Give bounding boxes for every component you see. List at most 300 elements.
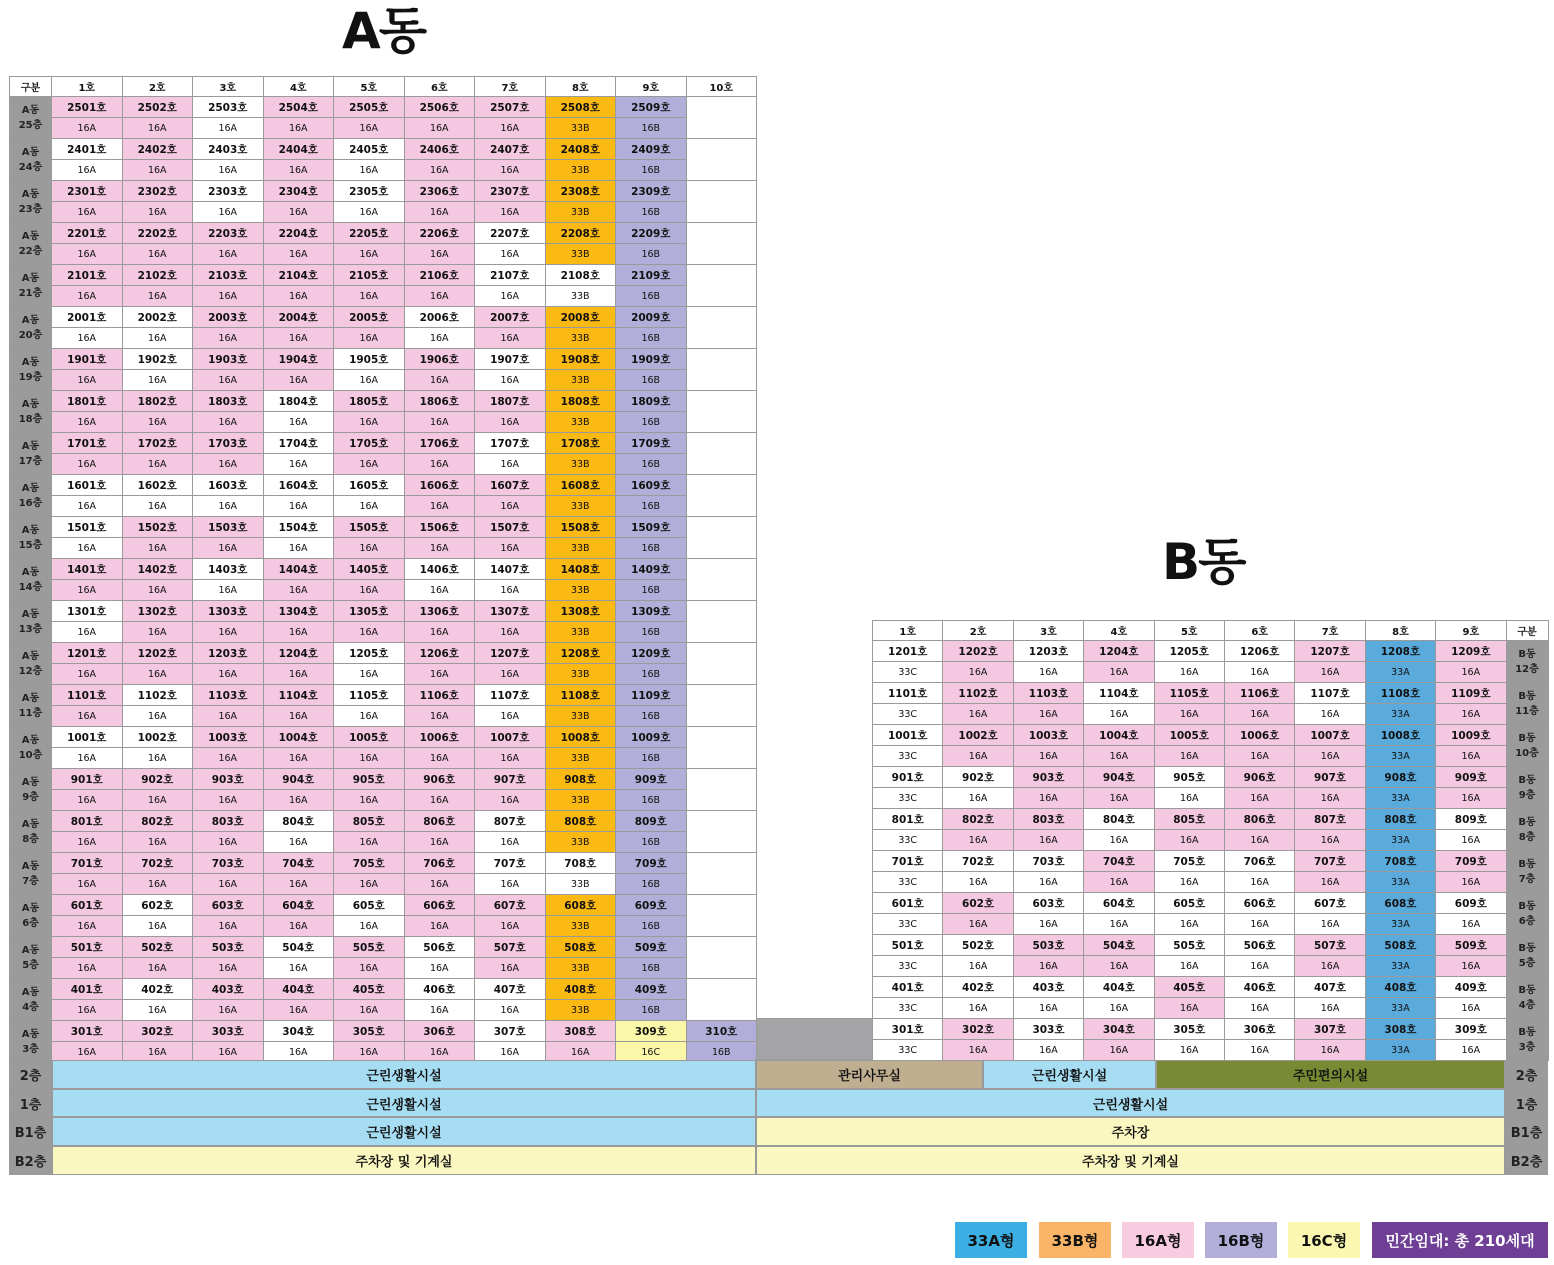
a-unit-type: 16A [52, 580, 123, 601]
a-unit-type: 16B [616, 328, 687, 349]
a-unit-type: 16A [334, 706, 405, 727]
b-unit-number: 606호 [1224, 893, 1294, 914]
a-floor-label: A동 4층 [10, 979, 52, 1021]
a-unit-number: 1803호 [193, 391, 264, 412]
a-unit-number: 502호 [122, 937, 193, 958]
a-unit-number: 2206호 [404, 223, 475, 244]
b-unit-number: 1005호 [1154, 725, 1224, 746]
b-unit-type: 16A [1295, 830, 1365, 851]
b-unit-number: 1209호 [1436, 641, 1506, 662]
a-unit-type: 16A [334, 664, 405, 685]
a-unit-type: 33B [545, 160, 616, 181]
building-b-title: B동 [1162, 533, 1245, 591]
b-unit-number: 601호 [873, 893, 943, 914]
b-unit-number: 702호 [943, 851, 1013, 872]
b-unit-number: 605호 [1154, 893, 1224, 914]
a-unit-number: 1106호 [404, 685, 475, 706]
b-unit-number: 603호 [1013, 893, 1083, 914]
a-empty-cell [686, 643, 757, 685]
a-unit-number: 1804호 [263, 391, 334, 412]
a-header-category: 구분 [10, 77, 52, 97]
a-unit-number: 1101호 [52, 685, 123, 706]
a-unit-type: 16A [404, 454, 475, 475]
a-unit-number: 1608호 [545, 475, 616, 496]
b-unit-number: 607호 [1295, 893, 1365, 914]
a-unit-type: 16A [193, 1042, 264, 1063]
left-floor-label-b1: B1층 [9, 1117, 52, 1146]
b-floor-label: B동 10층 [1506, 725, 1548, 767]
b-unit-type: 16A [1224, 704, 1294, 725]
a-unit-number: 1701호 [52, 433, 123, 454]
a-unit-type: 16A [475, 202, 546, 223]
b-unit-type: 33A [1365, 746, 1435, 767]
a-unit-type: 16A [263, 496, 334, 517]
b-unit-number: 307호 [1295, 1019, 1365, 1040]
a-unit-number: 1004호 [263, 727, 334, 748]
a-unit-type: 16A [193, 328, 264, 349]
a-unit-type: 16A [475, 286, 546, 307]
a-unit-number: 1308호 [545, 601, 616, 622]
a-floor-label: A동 18층 [10, 391, 52, 433]
a-unit-type: 16B [616, 706, 687, 727]
a-empty-cell [686, 139, 757, 181]
a-floor-label: A동 12층 [10, 643, 52, 685]
b-unit-number: 807호 [1295, 809, 1365, 830]
a-unit-type: 16A [404, 160, 475, 181]
a-unit-number: 505호 [334, 937, 405, 958]
a-unit-type: 16A [475, 496, 546, 517]
b-unit-type: 16A [1154, 956, 1224, 977]
floor3-connector-block [756, 1018, 873, 1060]
a-unit-number: 310호 [686, 1021, 757, 1042]
b-unit-number: 1007호 [1295, 725, 1365, 746]
a-unit-number: 1207호 [475, 643, 546, 664]
a-unit-number: 2201호 [52, 223, 123, 244]
b-unit-type: 16A [943, 956, 1013, 977]
a-unit-type: 33B [545, 370, 616, 391]
a-unit-number: 1605호 [334, 475, 405, 496]
b-unit-number: 1203호 [1013, 641, 1083, 662]
a-unit-type: 16A [263, 748, 334, 769]
a-unit-type: 16B [616, 160, 687, 181]
b-unit-type: 33A [1365, 872, 1435, 893]
a-unit-number: 1801호 [52, 391, 123, 412]
a-unit-type: 16B [616, 622, 687, 643]
b-unit-type: 16A [1224, 1040, 1294, 1061]
a-unit-number: 2203호 [193, 223, 264, 244]
b-unit-number: 1201호 [873, 641, 943, 662]
a-unit-type: 16A [475, 412, 546, 433]
a-unit-number: 1703호 [193, 433, 264, 454]
a-unit-number: 1907호 [475, 349, 546, 370]
b-floor-label: B동 12층 [1506, 641, 1548, 683]
a-unit-type: 16A [404, 202, 475, 223]
a-unit-type: 16A [404, 916, 475, 937]
b-unit-type: 33A [1365, 662, 1435, 683]
a-unit-number: 1109호 [616, 685, 687, 706]
a-unit-type: 16A [404, 496, 475, 517]
a-unit-number: 709호 [616, 853, 687, 874]
a-unit-number: 1606호 [404, 475, 475, 496]
b-unit-number: 1107호 [1295, 683, 1365, 704]
a-unit-type: 16A [122, 202, 193, 223]
b-floor-label: B동 11층 [1506, 683, 1548, 725]
a-unit-number: 1102호 [122, 685, 193, 706]
b-unit-number: 705호 [1154, 851, 1224, 872]
b-unit-type: 33A [1365, 788, 1435, 809]
a-unit-type: 16A [334, 244, 405, 265]
b-unit-type: 33C [873, 872, 943, 893]
a-unit-type: 16A [122, 958, 193, 979]
b-unit-type: 16A [1295, 914, 1365, 935]
b-unit-type: 16A [1154, 998, 1224, 1019]
legend-16b: 16B형 [1205, 1222, 1277, 1258]
b-unit-type: 16A [943, 746, 1013, 767]
a-unit-number: 2507호 [475, 97, 546, 118]
a-unit-number: 1504호 [263, 517, 334, 538]
a-unit-number: 909호 [616, 769, 687, 790]
a-unit-type: 16A [122, 1000, 193, 1021]
a-unit-type: 16B [616, 874, 687, 895]
a-unit-number: 1203호 [193, 643, 264, 664]
b-unit-number: 1106호 [1224, 683, 1294, 704]
a-unit-type: 16A [404, 790, 475, 811]
left-floor-label-2f: 2층 [9, 1060, 52, 1089]
b-unit-type: 16A [1224, 914, 1294, 935]
b-unit-type: 16A [1295, 662, 1365, 683]
a-unit-number: 2006호 [404, 307, 475, 328]
a-unit-number: 706호 [404, 853, 475, 874]
a-unit-type: 16A [122, 706, 193, 727]
a-header-unit-col: 10호 [686, 77, 757, 97]
b-unit-type: 16A [1436, 1040, 1506, 1061]
a-unit-number: 2107호 [475, 265, 546, 286]
b-unit-number: 806호 [1224, 809, 1294, 830]
b-unit-type: 16A [1295, 956, 1365, 977]
b-unit-type: 16A [1084, 788, 1154, 809]
a-floor-label: A동 21층 [10, 265, 52, 307]
a-unit-type: 16A [52, 706, 123, 727]
b-unit-type: 16A [1154, 1040, 1224, 1061]
b-unit-number: 801호 [873, 809, 943, 830]
b-unit-type: 16A [1084, 1040, 1154, 1061]
b-unit-number: 1101호 [873, 683, 943, 704]
a-unit-type: 16A [122, 832, 193, 853]
b-unit-number: 301호 [873, 1019, 943, 1040]
a-unit-type: 16A [475, 958, 546, 979]
a-unit-type: 16A [193, 580, 264, 601]
a-unit-number: 604호 [263, 895, 334, 916]
b-unit-number: 1205호 [1154, 641, 1224, 662]
a-unit-number: 1705호 [334, 433, 405, 454]
left-floor-label-1f: 1층 [9, 1089, 52, 1117]
a-unit-type: 33B [545, 328, 616, 349]
a-unit-type: 16A [475, 706, 546, 727]
a-unit-type: 33B [545, 1000, 616, 1021]
a-unit-number: 305호 [334, 1021, 405, 1042]
b-unit-type: 16A [1013, 662, 1083, 683]
b-unit-number: 709호 [1436, 851, 1506, 872]
a-header-unit-col: 8호 [545, 77, 616, 97]
b-unit-type: 16A [1013, 788, 1083, 809]
a-floor-label: A동 5층 [10, 937, 52, 979]
b-unit-number: 504호 [1084, 935, 1154, 956]
b-unit-type: 16A [1436, 662, 1506, 683]
a-empty-cell [686, 223, 757, 265]
b-unit-type: 16A [1154, 704, 1224, 725]
a-unit-number: 304호 [263, 1021, 334, 1042]
b-unit-number: 907호 [1295, 767, 1365, 788]
a-unit-number: 2508호 [545, 97, 616, 118]
a-unit-type: 33B [545, 496, 616, 517]
b-unit-number: 1206호 [1224, 641, 1294, 662]
a-unit-number: 2404호 [263, 139, 334, 160]
a-header-unit-col: 5호 [334, 77, 405, 97]
a-unit-number: 702호 [122, 853, 193, 874]
a-unit-number: 1409호 [616, 559, 687, 580]
a-unit-number: 1704호 [263, 433, 334, 454]
a-unit-number: 2101호 [52, 265, 123, 286]
a-unit-type: 16A [52, 286, 123, 307]
a-unit-type: 16A [122, 496, 193, 517]
a-unit-number: 1808호 [545, 391, 616, 412]
a-unit-number: 2405호 [334, 139, 405, 160]
a-unit-type: 16C [616, 1042, 687, 1063]
b-unit-number: 1109호 [1436, 683, 1506, 704]
a-unit-type: 16A [404, 286, 475, 307]
a-unit-number: 908호 [545, 769, 616, 790]
a-unit-type: 16A [404, 370, 475, 391]
a-unit-type: 16A [193, 202, 264, 223]
a-unit-number: 2403호 [193, 139, 264, 160]
a-unit-type: 16A [52, 496, 123, 517]
a-unit-type: 16A [334, 1000, 405, 1021]
b-unit-number: 904호 [1084, 767, 1154, 788]
b-floor-label: B동 3층 [1506, 1019, 1548, 1061]
a-unit-type: 16A [52, 916, 123, 937]
b-header-category: 구분 [1506, 621, 1548, 641]
a-unit-number: 2502호 [122, 97, 193, 118]
building-a-title: A동 [342, 2, 425, 60]
a-unit-type: 16A [404, 874, 475, 895]
a-floor-label: A동 14층 [10, 559, 52, 601]
a-unit-number: 2506호 [404, 97, 475, 118]
a-unit-number: 1706호 [404, 433, 475, 454]
a-unit-number: 1702호 [122, 433, 193, 454]
a-unit-number: 806호 [404, 811, 475, 832]
b-unit-type: 16A [943, 914, 1013, 935]
b-unit-type: 16A [943, 872, 1013, 893]
a-unit-type: 16A [263, 958, 334, 979]
b-unit-type: 33A [1365, 704, 1435, 725]
b-floor-label: B동 8층 [1506, 809, 1548, 851]
b-unit-number: 1204호 [1084, 641, 1154, 662]
b-unit-type: 16A [1295, 872, 1365, 893]
b-unit-type: 33A [1365, 998, 1435, 1019]
a-unit-type: 33B [545, 832, 616, 853]
a-unit-number: 607호 [475, 895, 546, 916]
a-unit-type: 33B [545, 706, 616, 727]
a-unit-type: 16A [52, 832, 123, 853]
b-header-unit-col: 3호 [1013, 621, 1083, 641]
b-unit-number: 1103호 [1013, 683, 1083, 704]
b-unit-number: 706호 [1224, 851, 1294, 872]
b-floor-label: B동 4층 [1506, 977, 1548, 1019]
a-unit-type: 16A [404, 958, 475, 979]
a-unit-type: 16A [475, 790, 546, 811]
a-unit-number: 1506호 [404, 517, 475, 538]
b-unit-number: 402호 [943, 977, 1013, 998]
a-unit-number: 1201호 [52, 643, 123, 664]
a-unit-number: 401호 [52, 979, 123, 1000]
b-unit-number: 1004호 [1084, 725, 1154, 746]
a-unit-type: 16A [334, 958, 405, 979]
a-unit-number: 308호 [545, 1021, 616, 1042]
a-unit-type: 16A [52, 244, 123, 265]
a-unit-number: 302호 [122, 1021, 193, 1042]
a-unit-type: 16A [263, 580, 334, 601]
right-floor-label-1f: 1층 [1505, 1089, 1548, 1117]
b-unit-type: 16A [943, 830, 1013, 851]
a-floor-label: A동 7층 [10, 853, 52, 895]
a-unit-number: 509호 [616, 937, 687, 958]
a-unit-number: 1009호 [616, 727, 687, 748]
a-unit-number: 809호 [616, 811, 687, 832]
a-floor2-retail: 근린생활시설 [52, 1060, 756, 1089]
a-unit-type: 16A [334, 202, 405, 223]
legend-private-rental-total: 민간임대: 총 210세대 [1372, 1222, 1548, 1258]
a-unit-number: 1304호 [263, 601, 334, 622]
b-unit-number: 903호 [1013, 767, 1083, 788]
a-unit-number: 2008호 [545, 307, 616, 328]
a-unit-type: 16A [334, 790, 405, 811]
a-unit-type: 33B [545, 118, 616, 139]
b-unit-type: 16A [1224, 872, 1294, 893]
a-floor-label: A동 20층 [10, 307, 52, 349]
a-unit-type: 16A [475, 580, 546, 601]
a-empty-cell [686, 685, 757, 727]
a-unit-type: 16A [52, 748, 123, 769]
a-unit-number: 2301호 [52, 181, 123, 202]
a-unit-type: 16A [334, 370, 405, 391]
a-unit-number: 2202호 [122, 223, 193, 244]
a-unit-number: 1905호 [334, 349, 405, 370]
a-unit-number: 1306호 [404, 601, 475, 622]
b-unit-number: 909호 [1436, 767, 1506, 788]
a-header-unit-col: 9호 [616, 77, 687, 97]
b-unit-type: 16A [1013, 746, 1083, 767]
a-unit-type: 16A [193, 706, 264, 727]
a-unit-type: 16A [263, 202, 334, 223]
b-unit-type: 16A [1084, 704, 1154, 725]
a-unit-number: 2102호 [122, 265, 193, 286]
a-unit-number: 2306호 [404, 181, 475, 202]
a-unit-number: 1204호 [263, 643, 334, 664]
a-unit-type: 16A [193, 244, 264, 265]
a-unit-number: 1509호 [616, 517, 687, 538]
a-unit-number: 1307호 [475, 601, 546, 622]
a-unit-type: 16A [122, 454, 193, 475]
a-unit-type: 16A [122, 790, 193, 811]
a-floor-label: A동 3층 [10, 1021, 52, 1063]
b-unit-type: 16A [1084, 998, 1154, 1019]
b-unit-number: 708호 [1365, 851, 1435, 872]
a-unit-number: 602호 [122, 895, 193, 916]
a-unit-type: 16A [475, 874, 546, 895]
a-unit-type: 16A [263, 916, 334, 937]
a-unit-number: 1609호 [616, 475, 687, 496]
a-unit-type: 16A [263, 832, 334, 853]
a-unit-type: 33B [545, 244, 616, 265]
a-unit-type: 33B [545, 664, 616, 685]
a-floor-label: A동 22층 [10, 223, 52, 265]
a-unit-number: 601호 [52, 895, 123, 916]
a-unit-number: 307호 [475, 1021, 546, 1042]
b-unit-type: 16A [1436, 788, 1506, 809]
a-unit-type: 16A [475, 118, 546, 139]
a-unit-number: 1601호 [52, 475, 123, 496]
a-unit-type: 16A [334, 286, 405, 307]
a-unit-number: 804호 [263, 811, 334, 832]
a-unit-number: 2305호 [334, 181, 405, 202]
a-unit-number: 1507호 [475, 517, 546, 538]
b-unit-type: 16A [1436, 704, 1506, 725]
a-unit-type: 16B [616, 916, 687, 937]
a-unit-type: 16A [334, 622, 405, 643]
a-unit-type: 16A [193, 958, 264, 979]
a-unit-type: 16B [616, 244, 687, 265]
a-unit-number: 1301호 [52, 601, 123, 622]
b-unit-number: 506호 [1224, 935, 1294, 956]
a-unit-type: 16A [475, 160, 546, 181]
a-unit-type: 16A [122, 1042, 193, 1063]
b-unit-number: 501호 [873, 935, 943, 956]
a-unit-type: 16A [52, 160, 123, 181]
a-unit-number: 807호 [475, 811, 546, 832]
b-unit-type: 33C [873, 788, 943, 809]
right-floor-label-b1: B1층 [1505, 1117, 1548, 1146]
a-unit-number: 303호 [193, 1021, 264, 1042]
b-unit-number: 609호 [1436, 893, 1506, 914]
b-unit-number: 407호 [1295, 977, 1365, 998]
a-unit-number: 1904호 [263, 349, 334, 370]
a-unit-number: 1001호 [52, 727, 123, 748]
a-unit-type: 16A [263, 538, 334, 559]
b-unit-type: 16A [1154, 746, 1224, 767]
a-unit-number: 1108호 [545, 685, 616, 706]
a-unit-type: 16A [263, 412, 334, 433]
a-unit-type: 16A [193, 832, 264, 853]
a-unit-number: 907호 [475, 769, 546, 790]
a-unit-type: 16A [404, 622, 475, 643]
a-floor-label: A동 24층 [10, 139, 52, 181]
a-unit-number: 507호 [475, 937, 546, 958]
a-unit-type: 33B [545, 916, 616, 937]
a-unit-number: 402호 [122, 979, 193, 1000]
a-unit-type: 16A [193, 916, 264, 937]
a-unit-number: 2104호 [263, 265, 334, 286]
b-unit-type: 16A [1295, 788, 1365, 809]
a-unit-number: 1408호 [545, 559, 616, 580]
a-unit-number: 1607호 [475, 475, 546, 496]
a-unit-number: 1206호 [404, 643, 475, 664]
a-unit-type: 16A [193, 622, 264, 643]
b-unit-number: 305호 [1154, 1019, 1224, 1040]
a-unit-type: 16A [263, 118, 334, 139]
a-unit-type: 16A [404, 706, 475, 727]
b-header-unit-col: 6호 [1224, 621, 1294, 641]
a-unit-type: 16B [616, 412, 687, 433]
